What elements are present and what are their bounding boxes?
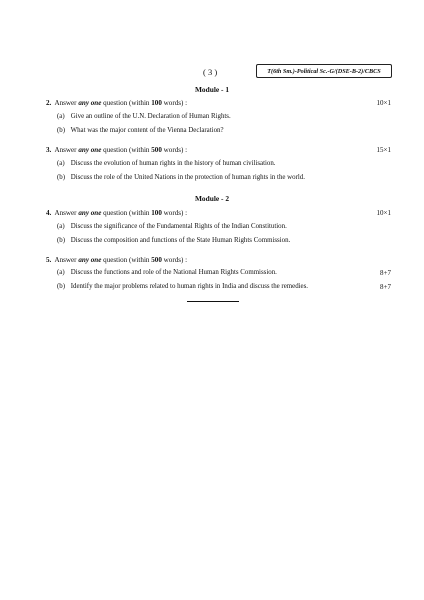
question-3b (57, 174, 305, 181)
instruction-text: Answer (54, 256, 79, 264)
item-text: What was the major content of the Vienna Declaration? (70, 127, 224, 134)
item-text: Discuss the functions and role of the National Human Rights Commission. (70, 269, 277, 276)
question-4a (57, 223, 287, 230)
question-number: 5. (46, 256, 52, 264)
word-limit: 500 (151, 146, 162, 154)
question-5a-marks: 8+7 (380, 269, 391, 277)
item-label: (a) (57, 223, 65, 230)
instruction-text: Answer (54, 146, 79, 154)
question-3-instruction (46, 146, 187, 154)
instruction-text: Answer (54, 99, 79, 107)
question-5-instruction (46, 256, 187, 264)
question-5a (57, 269, 277, 276)
instruction-text: question (within (101, 99, 152, 107)
page-number: ( 3 ) (203, 67, 218, 77)
word-limit: 100 (151, 99, 162, 107)
end-of-paper-rule (187, 301, 239, 302)
item-label: (b) (57, 237, 66, 244)
item-text: Discuss the evolution of human rights in the history of human civilisation. (70, 160, 276, 167)
instruction-text: words) : (161, 209, 188, 217)
module-1-heading: Module - 1 (194, 85, 230, 94)
instruction-text: question (within (101, 209, 152, 217)
instruction-text: words) : (161, 256, 188, 264)
question-number: 4. (46, 209, 52, 217)
item-label: (a) (57, 113, 65, 120)
question-number: 2. (46, 99, 52, 107)
question-3-marks: 15×1 (376, 146, 391, 154)
question-2-instruction (46, 99, 187, 107)
instruction-text: question (within (101, 146, 152, 154)
word-limit: 500 (151, 256, 162, 264)
instruction-text: question (within (101, 256, 152, 264)
instruction-emphasis: any one (78, 209, 102, 217)
item-text: Discuss the significance of the Fundamental Rights of the Indian Constitution. (70, 223, 287, 230)
item-text: Give an outline of the U.N. Declaration of Human Rights. (70, 113, 231, 120)
item-text: Identify the major problems related to human rights in India and discuss the remedies. (70, 283, 309, 290)
module-2-heading: Module - 2 (194, 194, 230, 203)
question-2b (57, 127, 224, 134)
word-limit: 100 (151, 209, 162, 217)
paper-code-box: T(6th Sm.)-Political Sc.-G/(DSE-B-2)/CBCS (256, 64, 392, 78)
item-label: (a) (57, 269, 65, 276)
instruction-emphasis: any one (78, 99, 102, 107)
item-label: (a) (57, 160, 65, 167)
instruction-text: Answer (54, 209, 79, 217)
question-4b (57, 237, 290, 244)
item-label: (b) (57, 283, 66, 290)
instruction-emphasis: any one (78, 256, 102, 264)
item-text: Discuss the role of the United Nations in the protection of human rights in the world. (70, 174, 305, 181)
question-5b (57, 283, 308, 290)
question-4-marks: 10×1 (376, 209, 391, 217)
instruction-text: words) : (161, 99, 188, 107)
instruction-emphasis: any one (78, 146, 102, 154)
question-3a (57, 160, 276, 167)
question-5b-marks: 8+7 (380, 283, 391, 291)
question-2-marks: 10×1 (376, 99, 391, 107)
item-text: Discuss the composition and functions of the State Human Rights Commission. (70, 237, 291, 244)
instruction-text: words) : (161, 146, 188, 154)
item-label: (b) (57, 174, 66, 181)
question-4-instruction (46, 209, 187, 217)
question-number: 3. (46, 146, 52, 154)
item-label: (b) (57, 127, 66, 134)
question-2a (57, 113, 231, 120)
